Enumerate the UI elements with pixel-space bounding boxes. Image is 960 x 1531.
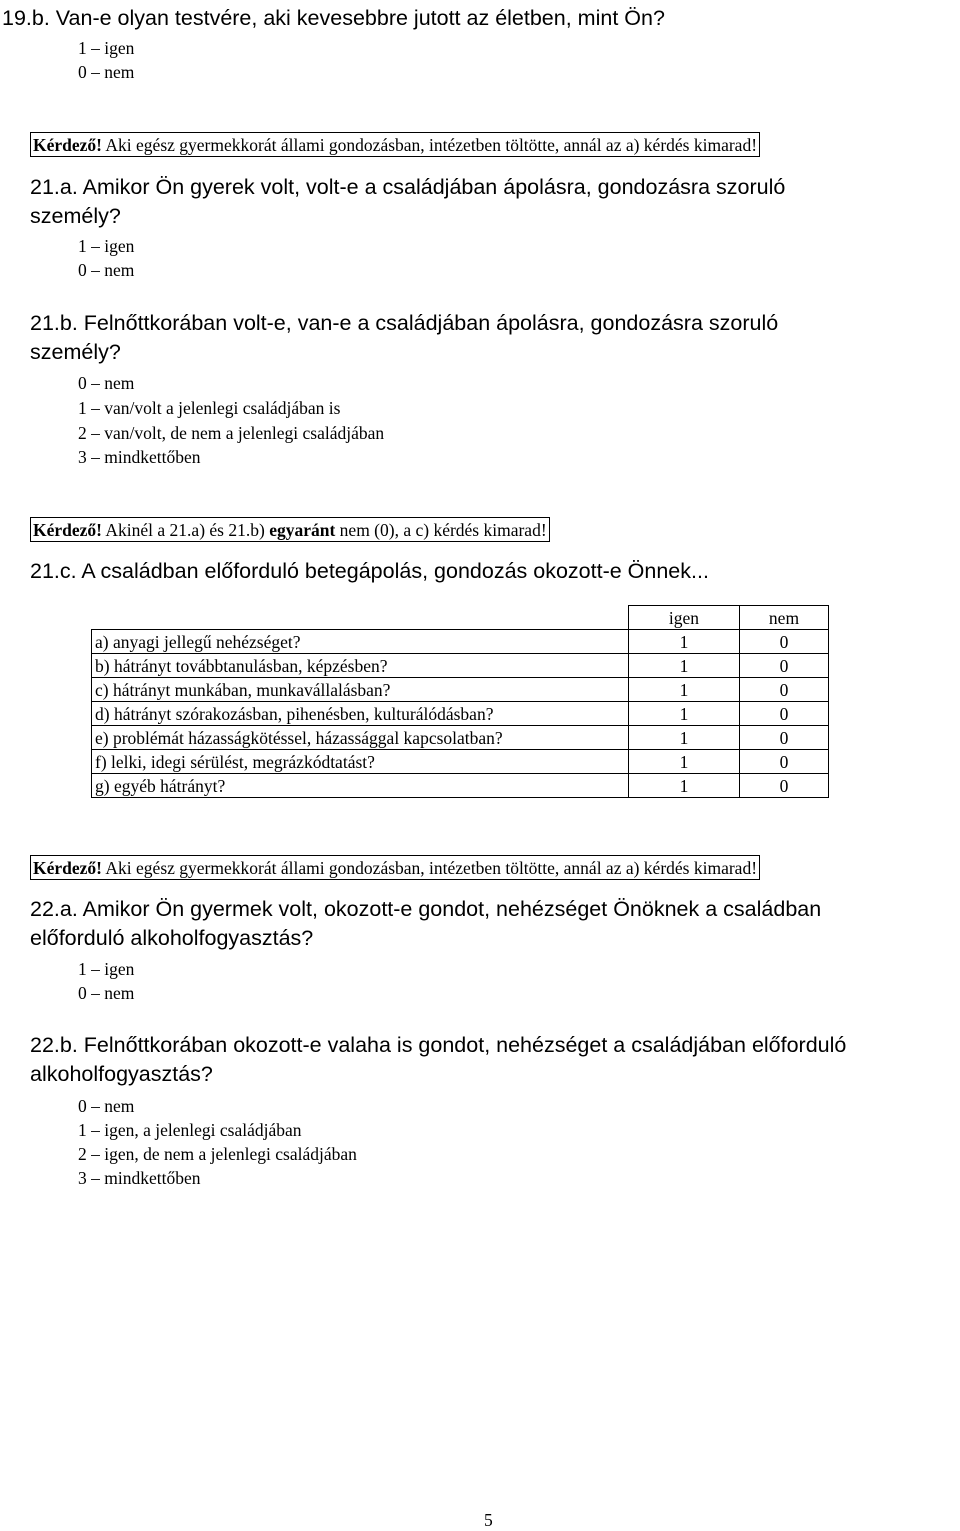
question-22a-line2: előforduló alkoholfogyasztás?: [30, 926, 314, 950]
answer-yes-cell[interactable]: 1: [629, 678, 740, 702]
q21a-option-1[interactable]: 1 – igen: [78, 236, 135, 256]
table-row: [92, 630, 829, 654]
question-21c-title: 21.c. A családban előforduló betegápolás, gondozás okozott-e Önnek...: [30, 559, 709, 583]
q22a-option-0[interactable]: 0 – nem: [78, 983, 135, 1003]
interviewer-note-3: [30, 855, 760, 880]
answer-no-cell[interactable]: 0: [740, 750, 829, 774]
question-19b-title: 19.b. Van-e olyan testvére, aki kevesebbre jutott az életben, mint Ön?: [2, 6, 665, 30]
question-22b-line2: alkoholfogyasztás?: [30, 1062, 213, 1086]
row-label: d) hátrányt szórakozásban, pihenésben, kulturálódásban?: [92, 702, 629, 726]
note-emphasis: egyaránt: [269, 520, 336, 540]
interviewer-note-2: [30, 517, 550, 542]
question-22a-line1: 22.a. Amikor Ön gyermek volt, okozott-e gondot, nehézséget Önöknek a családban: [30, 897, 822, 921]
question-21b-line2: személy?: [30, 340, 121, 364]
q21b-option-1[interactable]: 1 – van/volt a jelenlegi családjában is: [78, 398, 341, 418]
table-row: [92, 726, 829, 750]
question-22b-line1: 22.b. Felnőttkorában okozott-e valaha is gondot, nehézséget a családjában előforduló: [30, 1033, 847, 1057]
q22b-option-3[interactable]: 3 – mindkettőben: [78, 1168, 201, 1188]
answer-yes-cell[interactable]: 1: [629, 702, 740, 726]
table-row: [92, 750, 829, 774]
table-row: [92, 702, 829, 726]
table-row: [92, 774, 829, 798]
question-21a-line1: 21.a. Amikor Ön gyerek volt, volt-e a családjában ápolásra, gondozásra szoruló: [30, 175, 786, 199]
q19b-option-0[interactable]: 0 – nem: [78, 62, 135, 82]
page-number: 5: [484, 1510, 493, 1530]
row-label: f) lelki, idegi sérülést, megrázkódtatást?: [92, 750, 629, 774]
answer-yes-cell[interactable]: 1: [629, 654, 740, 678]
q21b-option-0[interactable]: 0 – nem: [78, 373, 135, 393]
note-text-end: nem (0), a c) kérdés kimarad!: [335, 520, 547, 540]
header-no: nem: [740, 606, 829, 630]
note-label: Kérdező!: [33, 135, 102, 155]
q22b-option-2[interactable]: 2 – igen, de nem a jelenlegi családjában: [78, 1144, 357, 1164]
answer-grid-21c: [91, 605, 829, 798]
answer-yes-cell[interactable]: 1: [629, 726, 740, 750]
q22a-option-1[interactable]: 1 – igen: [78, 959, 135, 979]
grid-header-row: [92, 606, 829, 630]
interviewer-note-1: [30, 132, 760, 157]
note-text: Aki egész gyermekkorát állami gondozásban, intézetben töltötte, annál az a) kérdés kimarad!: [102, 858, 758, 878]
q21b-option-3[interactable]: 3 – mindkettőben: [78, 447, 201, 467]
answer-yes-cell[interactable]: 1: [629, 750, 740, 774]
row-label: b) hátrányt továbbtanulásban, képzésben?: [92, 654, 629, 678]
row-label: a) anyagi jellegű nehézséget?: [92, 630, 629, 654]
answer-no-cell[interactable]: 0: [740, 678, 829, 702]
row-label: e) problémát házasságkötéssel, házassággal kapcsolatban?: [92, 726, 629, 750]
q22b-option-0[interactable]: 0 – nem: [78, 1096, 135, 1116]
answer-yes-cell[interactable]: 1: [629, 774, 740, 798]
q21b-option-2[interactable]: 2 – van/volt, de nem a jelenlegi családjában: [78, 423, 385, 443]
header-yes: igen: [629, 606, 740, 630]
table-row: [92, 678, 829, 702]
answer-no-cell[interactable]: 0: [740, 630, 829, 654]
table-row: [92, 654, 829, 678]
answer-no-cell[interactable]: 0: [740, 654, 829, 678]
q22b-option-1[interactable]: 1 – igen, a jelenlegi családjában: [78, 1120, 302, 1140]
answer-no-cell[interactable]: 0: [740, 726, 829, 750]
q19b-option-1[interactable]: 1 – igen: [78, 38, 135, 58]
note-text: Aki egész gyermekkorát állami gondozásban, intézetben töltötte, annál az a) kérdés kimarad!: [102, 135, 758, 155]
row-label: c) hátrányt munkában, munkavállalásban?: [92, 678, 629, 702]
question-21b-line1: 21.b. Felnőttkorában volt-e, van-e a családjában ápolásra, gondozásra szoruló: [30, 311, 779, 335]
answer-yes-cell[interactable]: 1: [629, 630, 740, 654]
row-label: g) egyéb hátrányt?: [92, 774, 629, 798]
note-label: Kérdező!: [33, 520, 102, 540]
answer-no-cell[interactable]: 0: [740, 774, 829, 798]
answer-no-cell[interactable]: 0: [740, 702, 829, 726]
q21a-option-0[interactable]: 0 – nem: [78, 260, 135, 280]
note-text: Akinél a 21.a) és 21.b): [102, 520, 270, 540]
note-label: Kérdező!: [33, 858, 102, 878]
question-21a-line2: személy?: [30, 204, 121, 228]
